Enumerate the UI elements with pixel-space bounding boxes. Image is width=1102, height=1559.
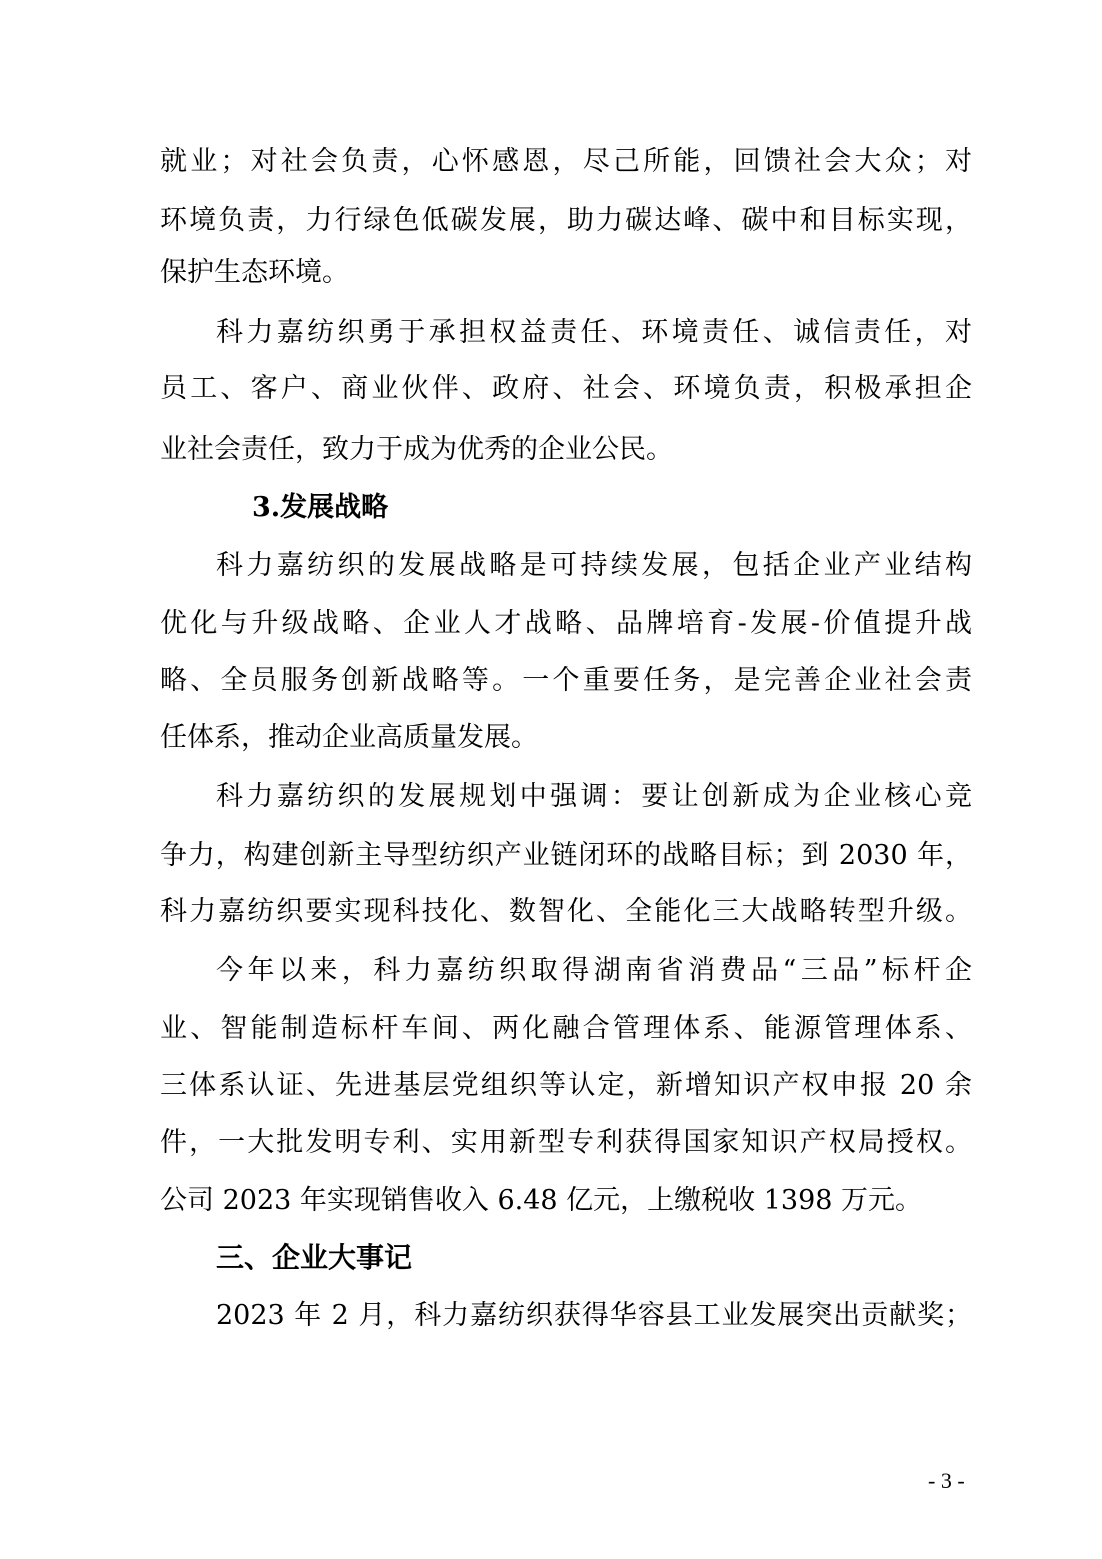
text-line: 公司 2023 年实现销售收入 6.48 亿元，上缴税收 1398 万元。 [160,1185,923,1216]
text-line: 三体系认证、先进基层党组织等认定，新增知识产权申报 20 余 [160,1070,972,1101]
text-line: 科力嘉纺织要实现科技化、数智化、全能化三大战略转型升级。 [160,896,972,927]
text-line: 2023 年 2 月，科力嘉纺织获得华容县工业发展突出贡献奖； [216,1300,972,1331]
text-line: 业社会责任，致力于成为优秀的企业公民。 [160,434,673,465]
text-line: 任体系，推动企业高质量发展。 [160,722,538,753]
text-line: 环境负责，力行绿色低碳发展，助力碳达峰、碳中和目标实现， [160,205,972,236]
text-line: 争力，构建创新主导型纺织产业链闭环的战略目标；到 2030 年， [160,840,972,871]
text-line: 优化与升级战略、企业人才战略、品牌培育-发展-价值提升战 [160,608,972,639]
section-heading: 三、企业大事记 [216,1241,413,1274]
text-line: 业、智能制造标杆车间、两化融合管理体系、能源管理体系、 [160,1013,972,1044]
text-line: 科力嘉纺织勇于承担权益责任、环境责任、诚信责任，对 [216,317,972,348]
text-line: 科力嘉纺织的发展规划中强调：要让创新成为企业核心竞 [216,781,972,812]
text-line: 员工、客户、商业伙伴、政府、社会、环境负责，积极承担企 [160,373,972,404]
text-line: 今年以来，科力嘉纺织取得湖南省消费品“三品”标杆企 [216,955,972,986]
text-line: 保护生态环境。 [160,257,349,288]
text-line: 就业；对社会负责，心怀感恩，尽己所能，回馈社会大众；对 [160,146,972,177]
text-line: 科力嘉纺织的发展战略是可持续发展，包括企业产业结构 [216,550,972,581]
text-line: 略、全员服务创新战略等。一个重要任务，是完善企业社会责 [160,665,972,696]
page-number: - 3 - [928,1468,965,1493]
text-line: 件，一大批发明专利、实用新型专利获得国家知识产权局授权。 [160,1127,972,1158]
subsection-heading: 3.发展战略 [252,492,389,523]
